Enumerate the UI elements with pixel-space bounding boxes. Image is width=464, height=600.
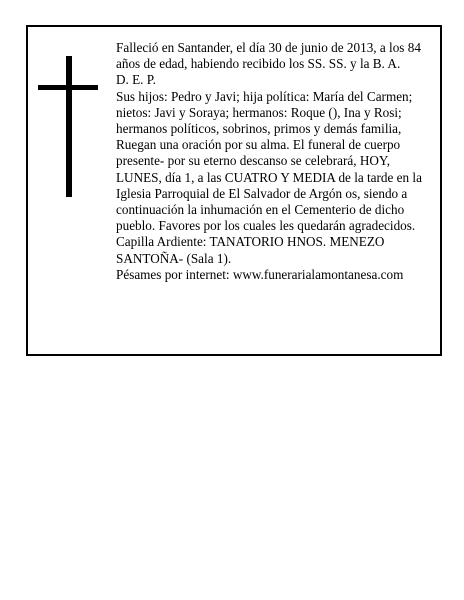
- obituary-text: [116, 40, 434, 283]
- cross-horizontal-bar: [38, 85, 98, 90]
- cross-vertical-bar: [66, 56, 72, 197]
- rest-in-peace: D. E. P.: [116, 72, 156, 88]
- death-announcement: Falleció en Santander, el día 30 de junio de 2013, a los 84 años de edad, habiendo recibido los SS. SS. y la B. A.: [116, 40, 421, 72]
- family-and-funeral-details: Sus hijos: Pedro y Javi; hija política: María del Carmen; nietos: Javi y Soraya; hermanos: Roque (), Ina y Rosi; hermanos políticos, sobrinos, primos y demás familia, Ruegan una oración por su alma. El funeral de cuerpo presente- por su eterno descanso se celebrará, HOY, LUNES, día 1, a las CUATRO Y MEDIA de la tarde en la Iglesia Parroquial de El Salvador de Argón os, siendo a continuación la inhumación en el Cementerio de dicho pueblo. Favores por los cuales les quedarán agradecidos. Capilla Ardiente: TANATORIO HNOS. MENEZO SANTOÑA- (Sala 1).: [116, 88, 422, 266]
- obituary-notice: [26, 25, 442, 356]
- online-condolences: Pésames por internet: www.funerarialamontanesa.com: [116, 266, 404, 282]
